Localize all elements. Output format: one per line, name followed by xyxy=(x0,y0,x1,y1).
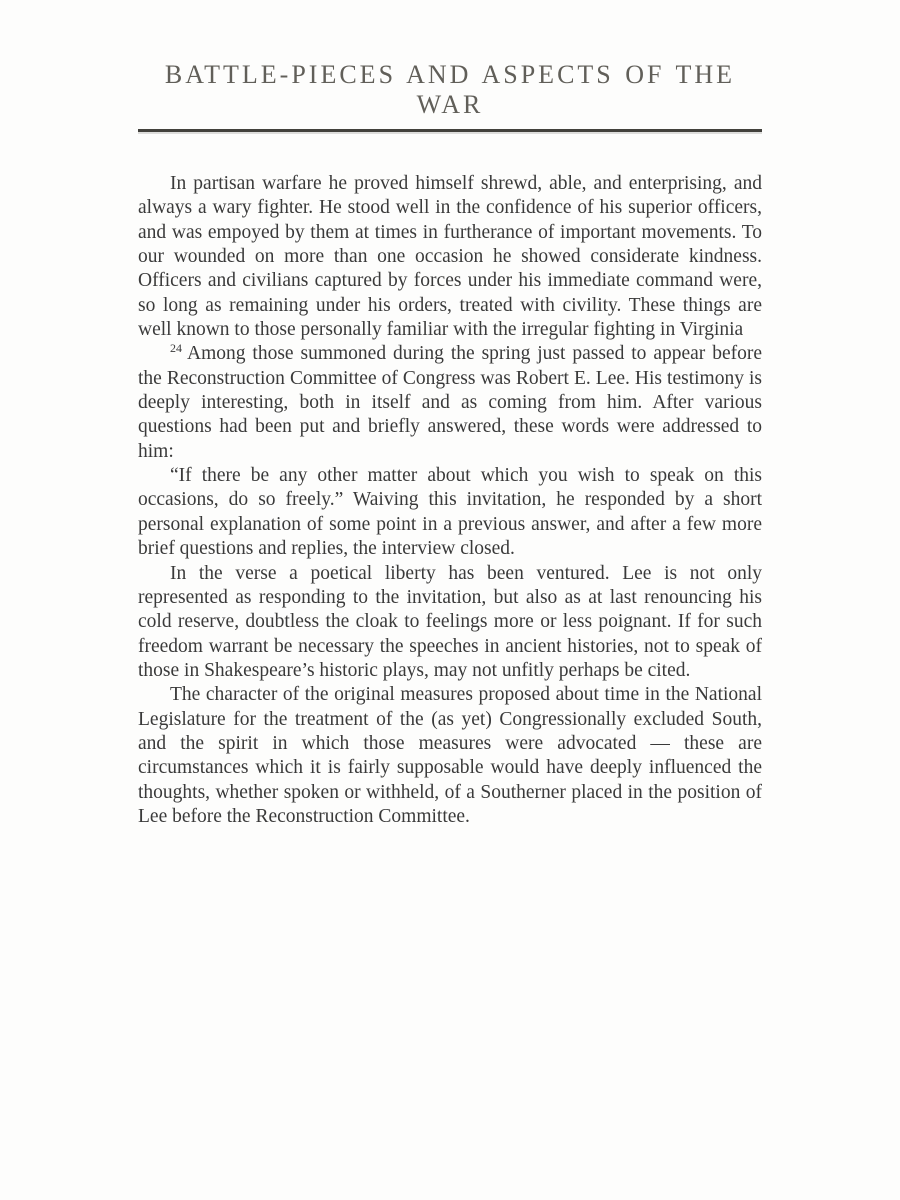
paragraph-2 xyxy=(138,342,762,464)
paragraph-3: “If there be any other matter about which you wish to speak on this occasions, do so freely.” Waiving this invitation, he responded by a short personal explanation of some point in a previous answer, and after a few more brief questions and replies, the interview closed. xyxy=(138,465,762,560)
paragraph-4: In the verse a poetical liberty has been ventured. Lee is not only represented as responding to the invitation, but also as at last renouncing his cold reserve, doubtless the cloak to feelings more or less poignant. If for such freedom warrant be necessary the speeches in ancient histories, not to speak of those in Shakespeare’s historic plays, may not unfitly perhaps be cited. xyxy=(138,562,762,681)
footnote-marker-24: 24 xyxy=(170,340,182,355)
paragraph-5: The character of the original measures proposed about time in the National Legislature for the treatment of the (as yet) Congressionally excluded South, and the spirit in which those measures were advocated — these are circumstances which it is fairly supposable would have deeply influenced the thoughts, whether spoken or withheld, of a Southerner placed in the position of Lee before the Reconstruction Committee. xyxy=(138,684,762,827)
body-text xyxy=(138,172,762,829)
paragraph-2-text: Among those summoned during the spring just passed to appear before the Reconstruction Committee of Congress was Robert E. Lee. His testimony is deeply interesting, both in itself and as coming from him. After various questions had been put and briefly answered, these words were addressed to him: xyxy=(138,343,762,462)
page-header xyxy=(138,0,762,132)
header-rule xyxy=(138,129,762,132)
paragraph-1: In partisan warfare he proved himself shrewd, able, and enterprising, and always a wary fighter. He stood well in the confidence of his superior officers, and was empoyed by them at times in furtherance of important movements. To our wounded on more than one occasion he showed considerate kindness. Officers and civilians captured by forces under his immediate command were, so long as remaining under his orders, treated with civility. These things are well known to those personally familiar with the irregular fighting in Virginia xyxy=(138,173,762,341)
page-title: BATTLE-PIECES AND ASPECTS OF THE WAR xyxy=(164,60,736,119)
